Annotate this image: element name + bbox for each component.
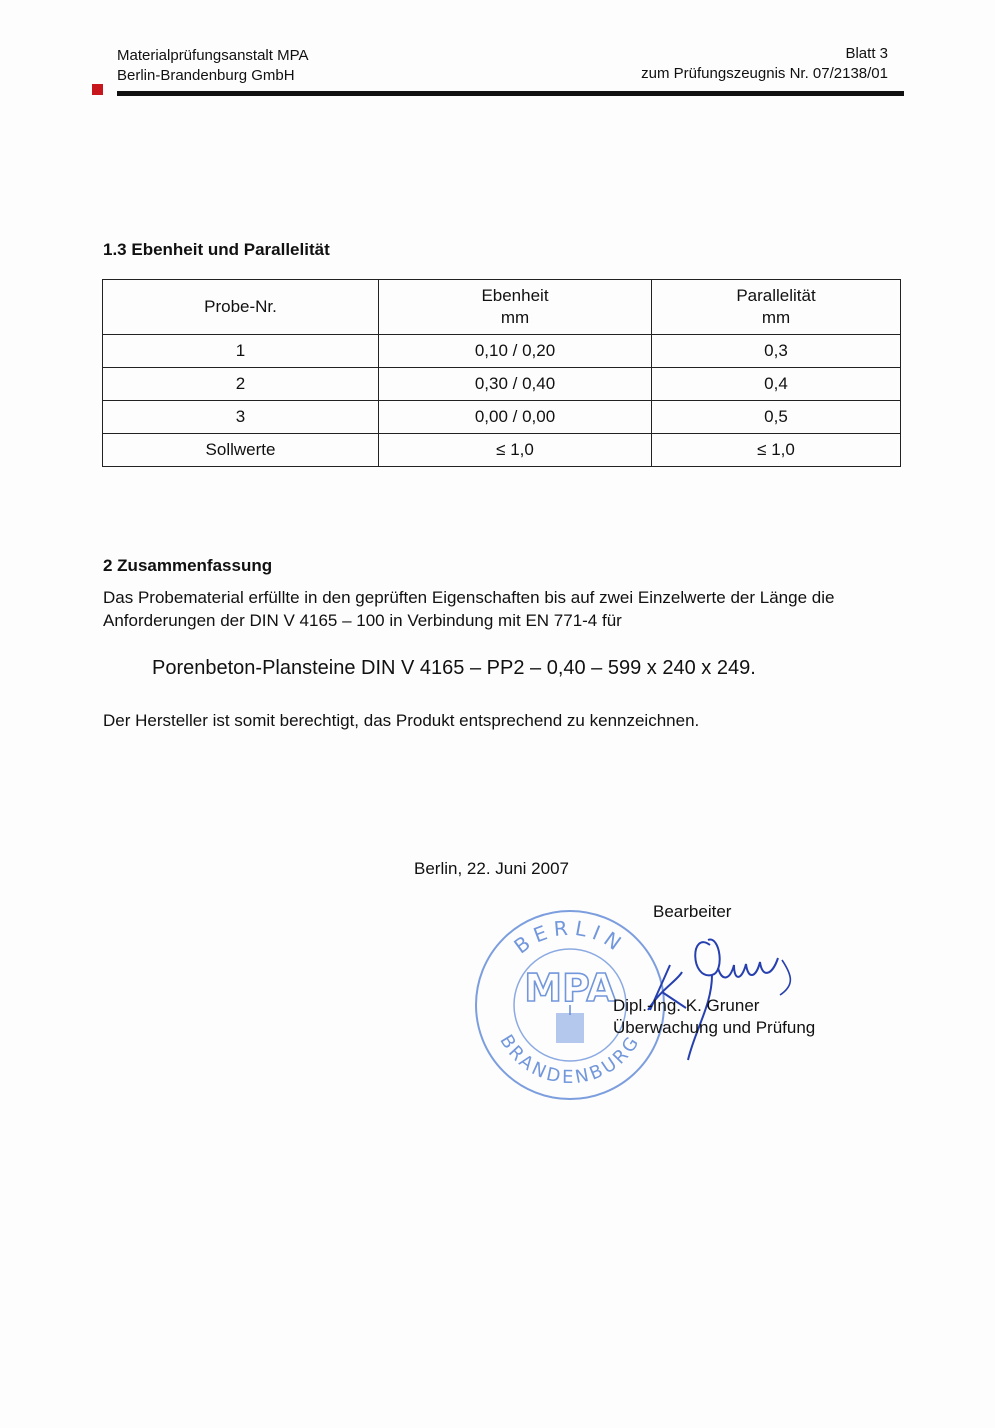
- table-cell: 1: [103, 335, 379, 368]
- table-cell: 0,5: [652, 401, 901, 434]
- section-heading-summary: 2 Zusammenfassung: [103, 556, 273, 575]
- table-header-row: [103, 280, 901, 335]
- table-row: [103, 335, 901, 368]
- place-date: Berlin, 22. Juni 2007: [414, 859, 569, 878]
- organization-header: [117, 46, 308, 86]
- table-cell: 0,10 / 0,20: [379, 335, 652, 368]
- org-name: Materialprüfungsanstalt MPA: [117, 47, 309, 64]
- flatness-table: [102, 279, 901, 467]
- summary-line: Anforderungen der DIN V 4165 – 100 in Verbindung mit EN 771-4 für: [103, 611, 622, 630]
- svg-text:BRANDENBURG: BRANDENBURG: [495, 1030, 645, 1089]
- table-header-cell: Parallelität mm: [652, 280, 901, 335]
- product-designation: Porenbeton-Plansteine DIN V 4165 – PP2 – 0,40 – 599 x 240 x 249.: [152, 657, 756, 679]
- table-cell: 3: [103, 401, 379, 434]
- signer-block: [613, 995, 815, 1039]
- table-cell: 2: [103, 368, 379, 401]
- table-row: [103, 434, 901, 467]
- signer-name: Dipl.-Ing. K. Gruner: [613, 996, 760, 1015]
- table-cell: 0,30 / 0,40: [379, 368, 652, 401]
- table-cell: ≤ 1,0: [379, 434, 652, 467]
- table-cell: 0,00 / 0,00: [379, 401, 652, 434]
- sheet-number: Blatt 3: [845, 45, 888, 62]
- table-cell: Sollwerte: [103, 434, 379, 467]
- table-header-cell: Probe-Nr.: [103, 280, 379, 335]
- signer-department: Überwachung und Prüfung: [613, 1018, 816, 1037]
- sheet-info: [641, 44, 888, 84]
- table-cell: 0,4: [652, 368, 901, 401]
- summary-paragraph: [103, 586, 943, 632]
- table-row: [103, 368, 901, 401]
- summary-line: Das Probematerial erfüllte in den geprüften Eigenschaften bis auf zwei Einzelwerte der Länge die: [103, 588, 835, 607]
- signer-role: Bearbeiter: [653, 902, 732, 921]
- org-subname: Berlin-Brandenburg GmbH: [117, 67, 295, 84]
- table-cell: ≤ 1,0: [652, 434, 901, 467]
- table-header-cell: Ebenheit mm: [379, 280, 652, 335]
- table-cell: 0,3: [652, 335, 901, 368]
- svg-text:MPA: MPA: [524, 966, 616, 1010]
- svg-text:BERLIN: BERLIN: [509, 915, 631, 959]
- header-divider: [117, 91, 904, 96]
- table-row: [103, 401, 901, 434]
- report-reference: zum Prüfungszeugnis Nr. 07/2138/01: [641, 65, 888, 82]
- conclusion-text: Der Hersteller ist somit berechtigt, das Produkt entsprechend zu kennzeichnen.: [103, 711, 700, 730]
- section-heading-flatness: 1.3 Ebenheit und Parallelität: [103, 240, 330, 259]
- logo-square: [92, 84, 103, 95]
